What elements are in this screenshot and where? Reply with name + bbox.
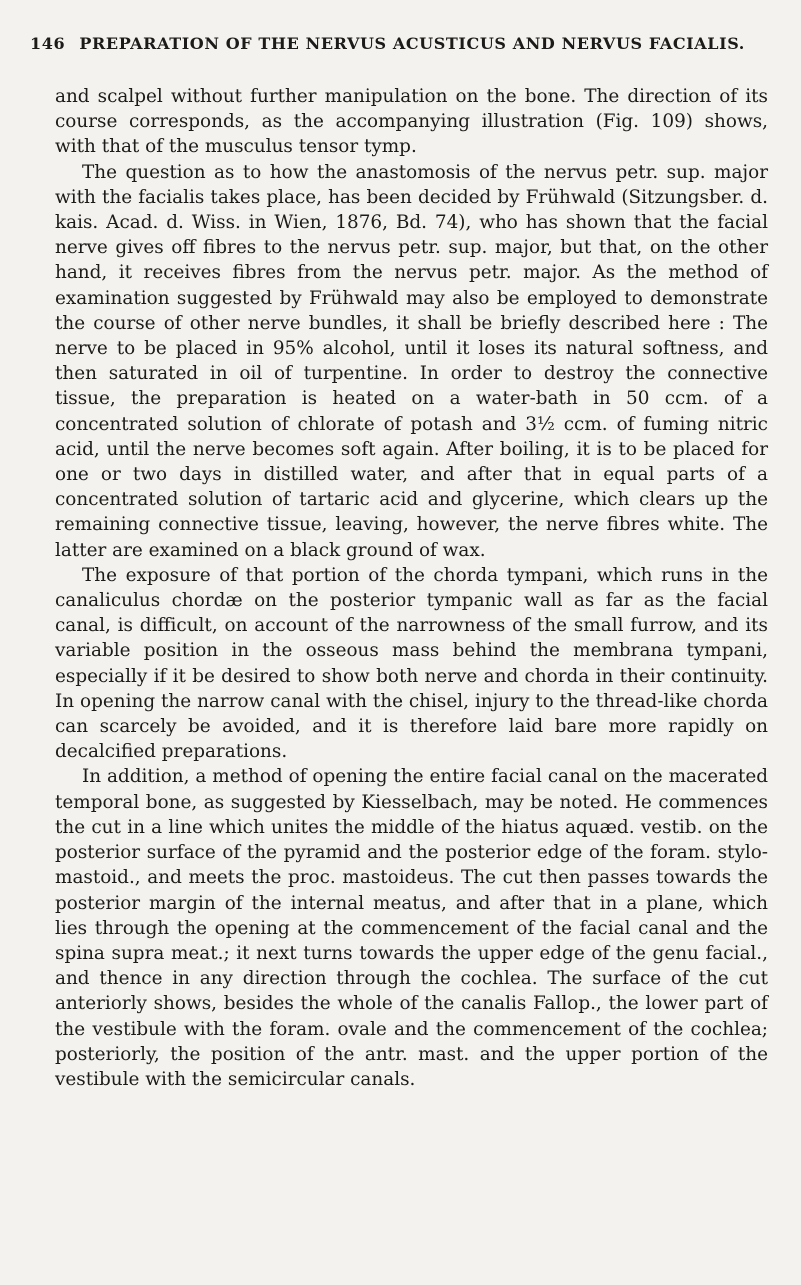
running-head	[30, 34, 770, 53]
paragraph-3: The exposure of that portion of the chorda tympani, which runs in the canaliculus chordæ on the posterior tympanic wall as far as the facial canal, is difficult, on account of the narrowness of the small furrow, and its variable position in the osseous mass behind the membrana tympani, especially if it be desired to show both nerve and chorda in their continuity. In opening the narrow canal with the chisel, injury to the thread-like chorda can scarcely be avoided, and it is therefore laid bare more rapidly on decalcified preparations.	[55, 564, 768, 763]
body-text	[55, 84, 768, 1092]
paragraph-2: The question as to how the anastomosis of the nervus petr. sup. major with the facialis takes place, has been decided by Frühwald (Sitzungsber. d. kais. Acad. d. Wiss. in Wien, 1876, Bd. 74), who has shown that the facial nerve gives off fibres to the nervus petr. sup. major, but that, on the other hand, it receives fibres from the nervus petr. major. As the method of examination suggested by Frühwald may also be employed to demonstrate the course of other nerve bundles, it shall be briefly described here : The nerve to be placed in 95% alcohol, until it loses its natural softness, and then saturated in oil of turpentine. In order to destroy the connective tissue, the preparation is heated on a water-bath in 50 ccm. of a concentrated solution of chlorate of potash and 3½ ccm. of fuming nitric acid, until the nerve becomes soft again. After boiling, it is to be placed for one or two days in distilled water, and after that in equal parts of a concentrated solution of tartaric acid and glycerine, which clears up the remaining connective tissue, leaving, however, the nerve fibres white. The latter are examined on a black ground of wax.	[55, 161, 768, 561]
paragraph-1: and scalpel without further manipulation on the bone. The direction of its course corresponds, as the accompanying illustration (Fig. 109) shows, with that of the musculus tensor tymp.	[55, 86, 768, 158]
paragraph-4: In addition, a method of opening the entire facial canal on the macerated temporal bone, as suggested by Kiesselbach, may be noted. He commences the cut in a line which unites the middle of the hiatus aquæd. vestib. on the posterior surface of the pyramid and the posterior edge of the foram. stylo-mastoid., and meets the proc. mastoideus. The cut then passes towards the posterior margin of the internal meatus, and after that in a plane, which lies through the opening at the commencement of the facial canal and the spina supra meat.; it next turns towards the upper edge of the genu facial., and thence in any direction through the cochlea. The surface of the cut anteriorly shows, besides the whole of the canalis Fallop., the lower part of the vestibule with the foram. ovale and the commencement of the cochlea; posteriorly, the position of the antr. mast. and the upper portion of the vestibule with the semicircular canals.	[55, 766, 768, 1090]
page-number: 146	[30, 34, 66, 53]
running-head-title: PREPARATION OF THE NERVUS ACUSTICUS AND NERVUS FACIALIS.	[79, 34, 745, 53]
